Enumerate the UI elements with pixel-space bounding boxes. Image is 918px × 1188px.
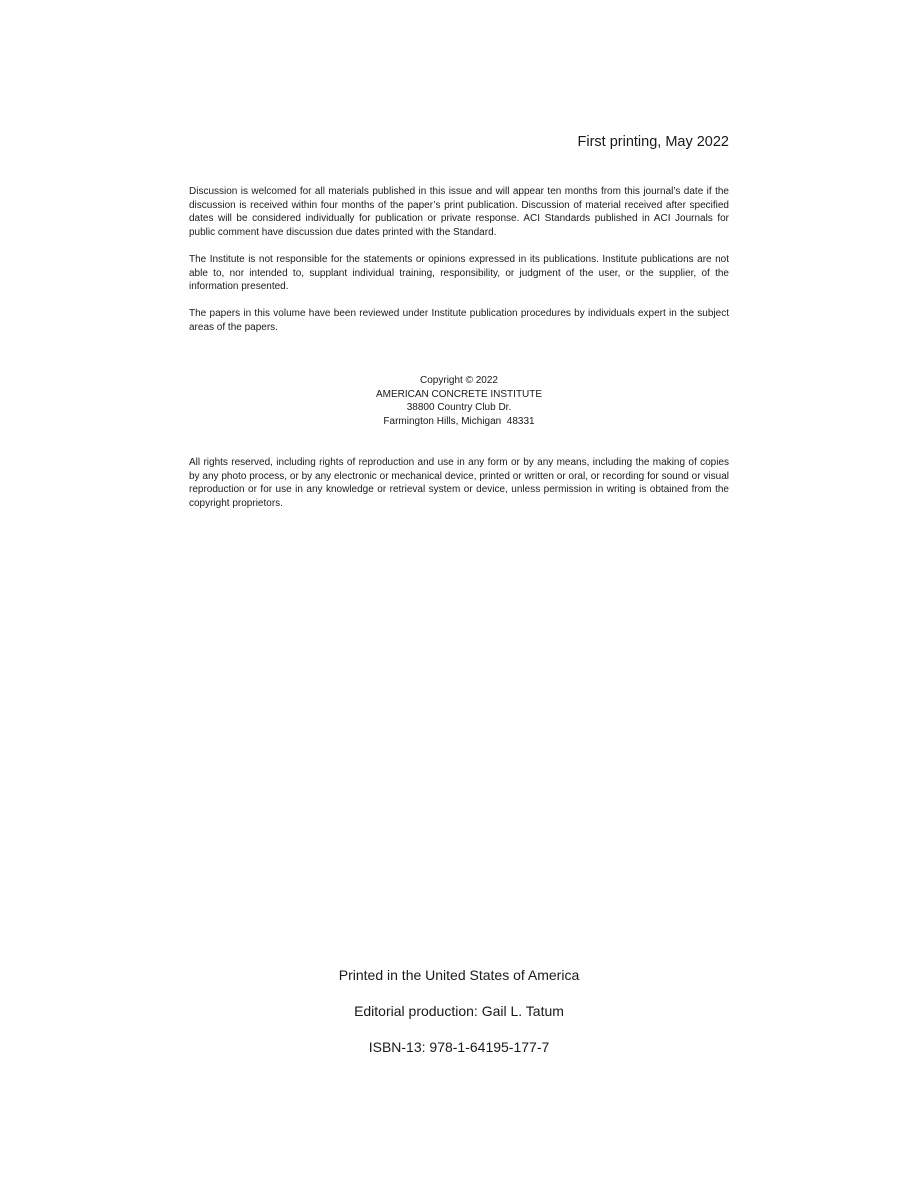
publisher-street: 38800 Country Club Dr. xyxy=(406,402,512,413)
discussion-paragraph: Discussion is welcomed for all materials published in this issue and will appear ten months from this journal’s date if the discussion is received within four months of the paper’s print publication. Discussion of material received after specified dates will be considered individually for publication or private response. ACI Standards published in ACI Journals for public comment have discussion due dates printed with the Standard. xyxy=(189,186,729,238)
printing-note: First printing, May 2022 xyxy=(577,134,729,150)
editorial-credit: Editorial production: Gail L. Tatum xyxy=(354,1003,564,1019)
responsibility-paragraph: The Institute is not responsible for the statements or opinions expressed in its publications. Institute publications are not able to, nor intended to, supplant individual training, responsibility, or judgment of the user, or the supplier, of the information presented. xyxy=(189,254,729,292)
review-paragraph: The papers in this volume have been reviewed under Institute publication procedures by individuals expert in the subject areas of the papers. xyxy=(189,308,729,333)
isbn-number: ISBN-13: 978-1-64195-177-7 xyxy=(368,1039,550,1055)
rights-paragraph: All rights reserved, including rights of reproduction and use in any form or by any means, including the making of copies by any photo process, or by any electronic or mechanical device, printed or written or oral, or recording for sound or visual reproduction or for use in any knowledge or retrieval system or device, unless permission in writing is obtained from the copyright proprietors. xyxy=(189,457,729,509)
printed-in-note: Printed in the United States of America xyxy=(338,967,580,983)
copyright-line: Copyright © 2022 xyxy=(420,375,498,386)
publisher-city: Farmington Hills, Michigan 48331 xyxy=(383,415,535,427)
publisher-name: AMERICAN CONCRETE INSTITUTE xyxy=(375,388,543,400)
copyright-block xyxy=(189,374,729,428)
